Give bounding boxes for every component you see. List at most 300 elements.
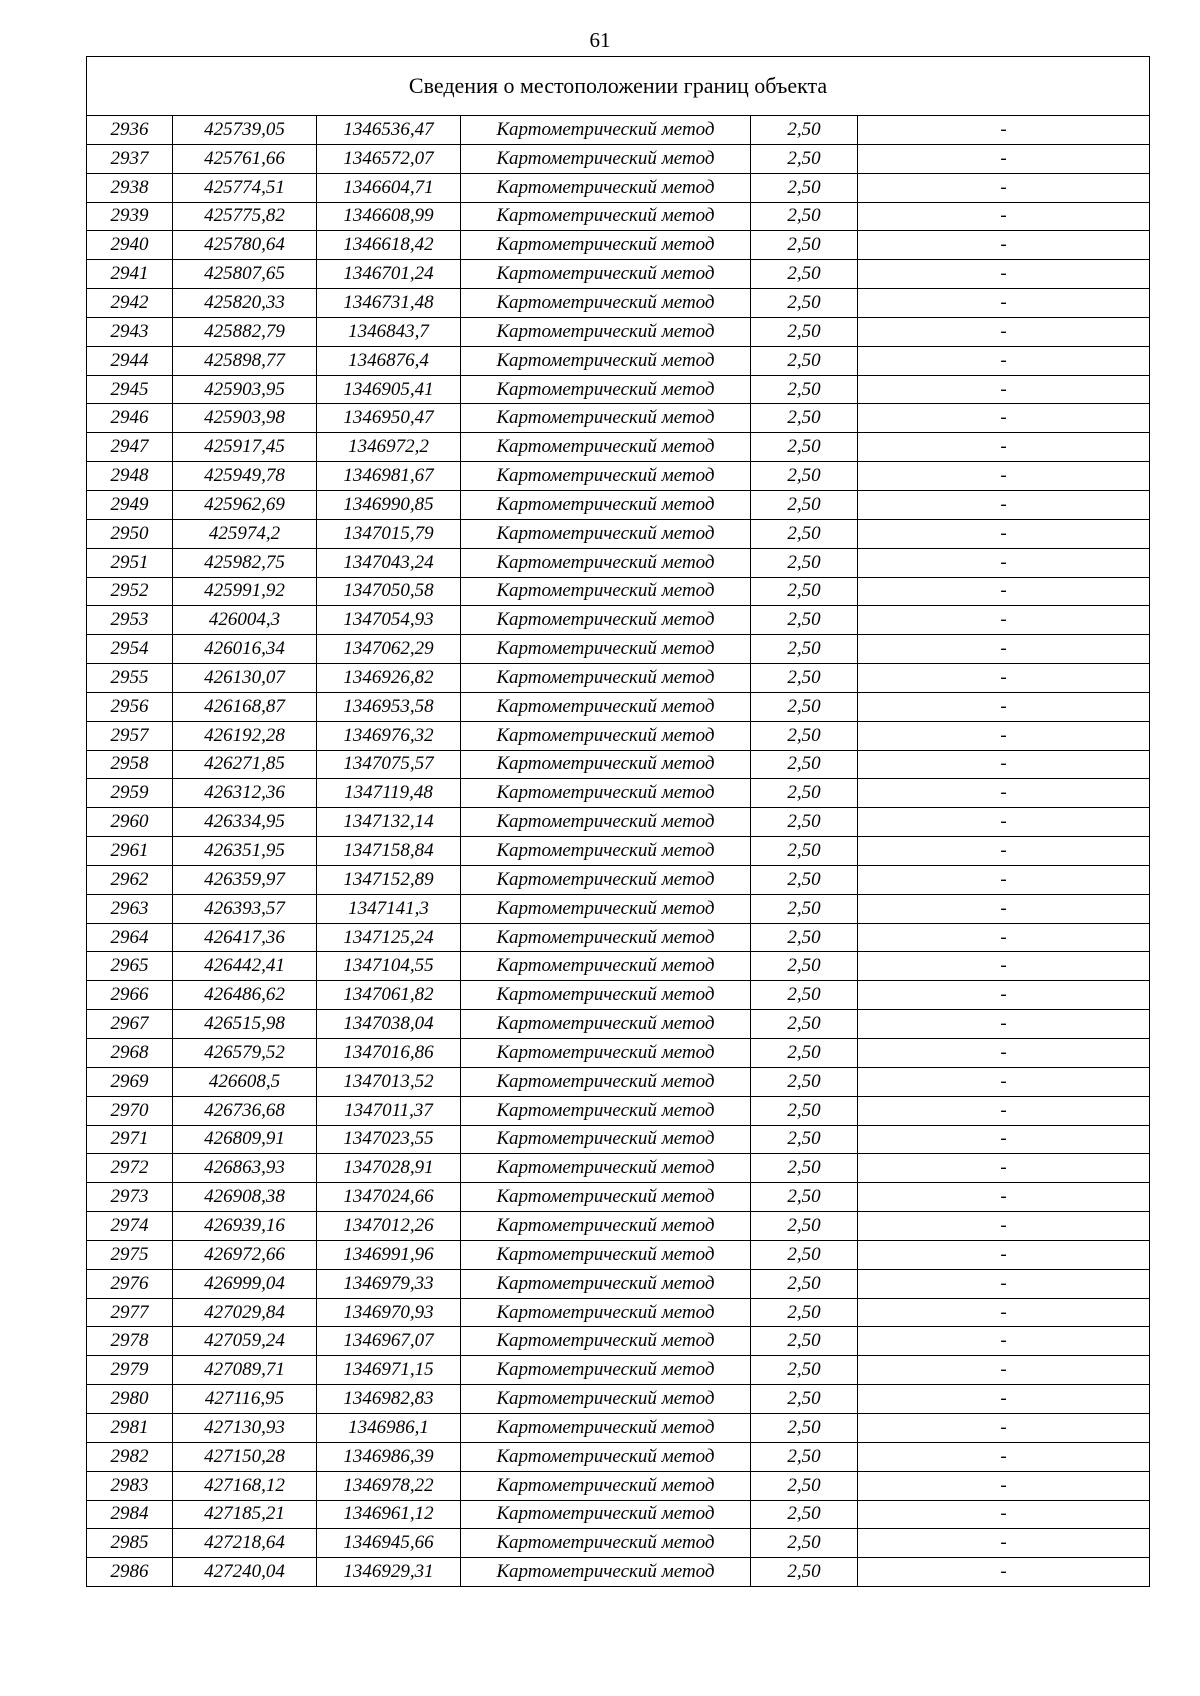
point-number-cell: 2947 <box>87 433 173 462</box>
point-number-cell: 2978 <box>87 1327 173 1356</box>
y-coordinate-cell: 1347125,24 <box>317 923 461 952</box>
accuracy-cell: 2,50 <box>751 1269 858 1298</box>
point-number-cell: 2965 <box>87 952 173 981</box>
y-coordinate-cell: 1346967,07 <box>317 1327 461 1356</box>
x-coordinate-cell: 425903,98 <box>173 404 317 433</box>
point-number-cell: 2950 <box>87 519 173 548</box>
point-number-cell: 2975 <box>87 1240 173 1269</box>
y-coordinate-cell: 1346982,83 <box>317 1385 461 1414</box>
y-coordinate-cell: 1346961,12 <box>317 1500 461 1529</box>
table-row <box>87 202 1150 231</box>
accuracy-cell: 2,50 <box>751 606 858 635</box>
table-row <box>87 519 1150 548</box>
point-number-cell: 2979 <box>87 1356 173 1385</box>
method-cell: Картометрический метод <box>461 346 751 375</box>
table-row <box>87 404 1150 433</box>
method-cell: Картометрический метод <box>461 462 751 491</box>
table-row <box>87 865 1150 894</box>
point-number-cell: 2962 <box>87 865 173 894</box>
y-coordinate-cell: 1346929,31 <box>317 1558 461 1587</box>
table-row <box>87 577 1150 606</box>
method-cell: Картометрический метод <box>461 1442 751 1471</box>
description-cell: - <box>858 1010 1150 1039</box>
point-number-cell: 2973 <box>87 1183 173 1212</box>
description-cell: - <box>858 721 1150 750</box>
point-number-cell: 2963 <box>87 894 173 923</box>
y-coordinate-cell: 1347013,52 <box>317 1067 461 1096</box>
point-number-cell: 2939 <box>87 202 173 231</box>
point-number-cell: 2971 <box>87 1125 173 1154</box>
accuracy-cell: 2,50 <box>751 1125 858 1154</box>
accuracy-cell: 2,50 <box>751 1183 858 1212</box>
description-cell: - <box>858 952 1150 981</box>
method-cell: Картометрический метод <box>461 433 751 462</box>
method-cell: Картометрический метод <box>461 1240 751 1269</box>
accuracy-cell: 2,50 <box>751 664 858 693</box>
y-coordinate-cell: 1346991,96 <box>317 1240 461 1269</box>
y-coordinate-cell: 1347011,37 <box>317 1096 461 1125</box>
accuracy-cell: 2,50 <box>751 1442 858 1471</box>
accuracy-cell: 2,50 <box>751 1327 858 1356</box>
y-coordinate-cell: 1346905,41 <box>317 375 461 404</box>
table-row <box>87 750 1150 779</box>
boundary-coordinates-table <box>86 56 1150 1587</box>
y-coordinate-cell: 1346731,48 <box>317 289 461 318</box>
table-row <box>87 490 1150 519</box>
method-cell: Картометрический метод <box>461 548 751 577</box>
x-coordinate-cell: 426016,34 <box>173 635 317 664</box>
accuracy-cell: 2,50 <box>751 1010 858 1039</box>
method-cell: Картометрический метод <box>461 865 751 894</box>
y-coordinate-cell: 1347016,86 <box>317 1039 461 1068</box>
method-cell: Картометрический метод <box>461 1125 751 1154</box>
y-coordinate-cell: 1347012,26 <box>317 1212 461 1241</box>
description-cell: - <box>858 1298 1150 1327</box>
table-row <box>87 375 1150 404</box>
x-coordinate-cell: 426579,52 <box>173 1039 317 1068</box>
x-coordinate-cell: 425807,65 <box>173 260 317 289</box>
x-coordinate-cell: 426999,04 <box>173 1269 317 1298</box>
description-cell: - <box>858 1500 1150 1529</box>
table-row <box>87 1010 1150 1039</box>
x-coordinate-cell: 426351,95 <box>173 837 317 866</box>
y-coordinate-cell: 1347158,84 <box>317 837 461 866</box>
table-row <box>87 808 1150 837</box>
y-coordinate-cell: 1346978,22 <box>317 1471 461 1500</box>
table-row <box>87 837 1150 866</box>
x-coordinate-cell: 426192,28 <box>173 721 317 750</box>
table-row <box>87 433 1150 462</box>
y-coordinate-cell: 1346572,07 <box>317 144 461 173</box>
method-cell: Картометрический метод <box>461 490 751 519</box>
accuracy-cell: 2,50 <box>751 750 858 779</box>
description-cell: - <box>858 837 1150 866</box>
x-coordinate-cell: 426271,85 <box>173 750 317 779</box>
y-coordinate-cell: 1347061,82 <box>317 981 461 1010</box>
x-coordinate-cell: 425775,82 <box>173 202 317 231</box>
y-coordinate-cell: 1347054,93 <box>317 606 461 635</box>
table-body <box>87 116 1150 1587</box>
point-number-cell: 2946 <box>87 404 173 433</box>
point-number-cell: 2936 <box>87 116 173 145</box>
description-cell: - <box>858 1529 1150 1558</box>
x-coordinate-cell: 427185,21 <box>173 1500 317 1529</box>
table-row <box>87 779 1150 808</box>
table-row <box>87 1413 1150 1442</box>
x-coordinate-cell: 425820,33 <box>173 289 317 318</box>
x-coordinate-cell: 426004,3 <box>173 606 317 635</box>
point-number-cell: 2980 <box>87 1385 173 1414</box>
table-row <box>87 116 1150 145</box>
method-cell: Картометрический метод <box>461 317 751 346</box>
method-cell: Картометрический метод <box>461 289 751 318</box>
x-coordinate-cell: 427240,04 <box>173 1558 317 1587</box>
table-row <box>87 1039 1150 1068</box>
method-cell: Картометрический метод <box>461 202 751 231</box>
description-cell: - <box>858 462 1150 491</box>
x-coordinate-cell: 426393,57 <box>173 894 317 923</box>
table-row <box>87 1154 1150 1183</box>
y-coordinate-cell: 1347132,14 <box>317 808 461 837</box>
point-number-cell: 2964 <box>87 923 173 952</box>
point-number-cell: 2949 <box>87 490 173 519</box>
table-title-row <box>87 57 1150 116</box>
method-cell: Картометрический метод <box>461 1154 751 1183</box>
accuracy-cell: 2,50 <box>751 144 858 173</box>
description-cell: - <box>858 865 1150 894</box>
description-cell: - <box>858 433 1150 462</box>
accuracy-cell: 2,50 <box>751 837 858 866</box>
description-cell: - <box>858 144 1150 173</box>
y-coordinate-cell: 1347062,29 <box>317 635 461 664</box>
accuracy-cell: 2,50 <box>751 721 858 750</box>
accuracy-cell: 2,50 <box>751 231 858 260</box>
table-row <box>87 1269 1150 1298</box>
method-cell: Картометрический метод <box>461 577 751 606</box>
method-cell: Картометрический метод <box>461 606 751 635</box>
point-number-cell: 2976 <box>87 1269 173 1298</box>
point-number-cell: 2940 <box>87 231 173 260</box>
table-title: Сведения о местоположении границ объекта <box>87 57 1150 116</box>
table-row <box>87 1212 1150 1241</box>
point-number-cell: 2954 <box>87 635 173 664</box>
accuracy-cell: 2,50 <box>751 375 858 404</box>
accuracy-cell: 2,50 <box>751 952 858 981</box>
y-coordinate-cell: 1346972,2 <box>317 433 461 462</box>
x-coordinate-cell: 425739,05 <box>173 116 317 145</box>
method-cell: Картометрический метод <box>461 1269 751 1298</box>
x-coordinate-cell: 427089,71 <box>173 1356 317 1385</box>
y-coordinate-cell: 1347050,58 <box>317 577 461 606</box>
description-cell: - <box>858 375 1150 404</box>
table-row <box>87 1471 1150 1500</box>
table-row <box>87 462 1150 491</box>
table-row <box>87 1529 1150 1558</box>
point-number-cell: 2959 <box>87 779 173 808</box>
accuracy-cell: 2,50 <box>751 1500 858 1529</box>
y-coordinate-cell: 1347141,3 <box>317 894 461 923</box>
description-cell: - <box>858 173 1150 202</box>
y-coordinate-cell: 1346618,42 <box>317 231 461 260</box>
point-number-cell: 2968 <box>87 1039 173 1068</box>
x-coordinate-cell: 425780,64 <box>173 231 317 260</box>
table-row <box>87 1240 1150 1269</box>
description-cell: - <box>858 1183 1150 1212</box>
method-cell: Картометрический метод <box>461 692 751 721</box>
accuracy-cell: 2,50 <box>751 1067 858 1096</box>
table-row <box>87 260 1150 289</box>
table-row <box>87 1327 1150 1356</box>
table-row <box>87 173 1150 202</box>
method-cell: Картометрический метод <box>461 837 751 866</box>
accuracy-cell: 2,50 <box>751 577 858 606</box>
accuracy-cell: 2,50 <box>751 548 858 577</box>
y-coordinate-cell: 1346945,66 <box>317 1529 461 1558</box>
description-cell: - <box>858 606 1150 635</box>
description-cell: - <box>858 202 1150 231</box>
method-cell: Картометрический метод <box>461 894 751 923</box>
y-coordinate-cell: 1347119,48 <box>317 779 461 808</box>
x-coordinate-cell: 427029,84 <box>173 1298 317 1327</box>
boundary-table-container <box>86 56 1149 1587</box>
method-cell: Картометрический метод <box>461 144 751 173</box>
accuracy-cell: 2,50 <box>751 202 858 231</box>
accuracy-cell: 2,50 <box>751 260 858 289</box>
table-row <box>87 317 1150 346</box>
description-cell: - <box>858 1067 1150 1096</box>
accuracy-cell: 2,50 <box>751 1385 858 1414</box>
description-cell: - <box>858 1558 1150 1587</box>
accuracy-cell: 2,50 <box>751 779 858 808</box>
x-coordinate-cell: 426334,95 <box>173 808 317 837</box>
description-cell: - <box>858 1212 1150 1241</box>
method-cell: Картометрический метод <box>461 808 751 837</box>
y-coordinate-cell: 1346701,24 <box>317 260 461 289</box>
point-number-cell: 2974 <box>87 1212 173 1241</box>
page-number: 61 <box>589 28 611 52</box>
y-coordinate-cell: 1346843,7 <box>317 317 461 346</box>
accuracy-cell: 2,50 <box>751 289 858 318</box>
accuracy-cell: 2,50 <box>751 1154 858 1183</box>
point-number-cell: 2951 <box>87 548 173 577</box>
point-number-cell: 2960 <box>87 808 173 837</box>
x-coordinate-cell: 427130,93 <box>173 1413 317 1442</box>
accuracy-cell: 2,50 <box>751 1356 858 1385</box>
method-cell: Картометрический метод <box>461 923 751 952</box>
accuracy-cell: 2,50 <box>751 1413 858 1442</box>
description-cell: - <box>858 635 1150 664</box>
method-cell: Картометрический метод <box>461 779 751 808</box>
accuracy-cell: 2,50 <box>751 433 858 462</box>
y-coordinate-cell: 1346608,99 <box>317 202 461 231</box>
method-cell: Картометрический метод <box>461 1471 751 1500</box>
table-row <box>87 1298 1150 1327</box>
table-row <box>87 1356 1150 1385</box>
description-cell: - <box>858 317 1150 346</box>
method-cell: Картометрический метод <box>461 1039 751 1068</box>
description-cell: - <box>858 1356 1150 1385</box>
y-coordinate-cell: 1346971,15 <box>317 1356 461 1385</box>
accuracy-cell: 2,50 <box>751 635 858 664</box>
y-coordinate-cell: 1346981,67 <box>317 462 461 491</box>
point-number-cell: 2967 <box>87 1010 173 1039</box>
x-coordinate-cell: 425761,66 <box>173 144 317 173</box>
point-number-cell: 2969 <box>87 1067 173 1096</box>
y-coordinate-cell: 1346970,93 <box>317 1298 461 1327</box>
description-cell: - <box>858 1039 1150 1068</box>
y-coordinate-cell: 1346950,47 <box>317 404 461 433</box>
x-coordinate-cell: 426486,62 <box>173 981 317 1010</box>
method-cell: Картометрический метод <box>461 750 751 779</box>
x-coordinate-cell: 425991,92 <box>173 577 317 606</box>
description-cell: - <box>858 1240 1150 1269</box>
table-row <box>87 664 1150 693</box>
table-row <box>87 144 1150 173</box>
description-cell: - <box>858 519 1150 548</box>
y-coordinate-cell: 1347015,79 <box>317 519 461 548</box>
accuracy-cell: 2,50 <box>751 1212 858 1241</box>
point-number-cell: 2985 <box>87 1529 173 1558</box>
description-cell: - <box>858 1413 1150 1442</box>
x-coordinate-cell: 426442,41 <box>173 952 317 981</box>
x-coordinate-cell: 425774,51 <box>173 173 317 202</box>
y-coordinate-cell: 1346604,71 <box>317 173 461 202</box>
table-row <box>87 981 1150 1010</box>
y-coordinate-cell: 1347152,89 <box>317 865 461 894</box>
table-row <box>87 606 1150 635</box>
description-cell: - <box>858 808 1150 837</box>
x-coordinate-cell: 427116,95 <box>173 1385 317 1414</box>
table-row <box>87 1558 1150 1587</box>
description-cell: - <box>858 577 1150 606</box>
method-cell: Картометрический метод <box>461 721 751 750</box>
x-coordinate-cell: 426809,91 <box>173 1125 317 1154</box>
method-cell: Картометрический метод <box>461 635 751 664</box>
description-cell: - <box>858 923 1150 952</box>
point-number-cell: 2953 <box>87 606 173 635</box>
method-cell: Картометрический метод <box>461 1010 751 1039</box>
y-coordinate-cell: 1346953,58 <box>317 692 461 721</box>
accuracy-cell: 2,50 <box>751 1039 858 1068</box>
accuracy-cell: 2,50 <box>751 865 858 894</box>
y-coordinate-cell: 1347023,55 <box>317 1125 461 1154</box>
method-cell: Картометрический метод <box>461 1413 751 1442</box>
method-cell: Картометрический метод <box>461 1558 751 1587</box>
point-number-cell: 2972 <box>87 1154 173 1183</box>
x-coordinate-cell: 425949,78 <box>173 462 317 491</box>
description-cell: - <box>858 1096 1150 1125</box>
point-number-cell: 2938 <box>87 173 173 202</box>
description-cell: - <box>858 260 1150 289</box>
accuracy-cell: 2,50 <box>751 404 858 433</box>
x-coordinate-cell: 427218,64 <box>173 1529 317 1558</box>
method-cell: Картометрический метод <box>461 116 751 145</box>
description-cell: - <box>858 548 1150 577</box>
x-coordinate-cell: 425882,79 <box>173 317 317 346</box>
x-coordinate-cell: 426908,38 <box>173 1183 317 1212</box>
method-cell: Картометрический метод <box>461 1356 751 1385</box>
x-coordinate-cell: 426736,68 <box>173 1096 317 1125</box>
description-cell: - <box>858 750 1150 779</box>
description-cell: - <box>858 404 1150 433</box>
y-coordinate-cell: 1347104,55 <box>317 952 461 981</box>
accuracy-cell: 2,50 <box>751 116 858 145</box>
point-number-cell: 2958 <box>87 750 173 779</box>
accuracy-cell: 2,50 <box>751 808 858 837</box>
table-row <box>87 231 1150 260</box>
method-cell: Картометрический метод <box>461 1385 751 1414</box>
x-coordinate-cell: 426863,93 <box>173 1154 317 1183</box>
method-cell: Картометрический метод <box>461 375 751 404</box>
table-row <box>87 548 1150 577</box>
point-number-cell: 2957 <box>87 721 173 750</box>
y-coordinate-cell: 1347038,04 <box>317 1010 461 1039</box>
x-coordinate-cell: 426515,98 <box>173 1010 317 1039</box>
y-coordinate-cell: 1346990,85 <box>317 490 461 519</box>
x-coordinate-cell: 426417,36 <box>173 923 317 952</box>
x-coordinate-cell: 426359,97 <box>173 865 317 894</box>
method-cell: Картометрический метод <box>461 1500 751 1529</box>
method-cell: Картометрический метод <box>461 981 751 1010</box>
method-cell: Картометрический метод <box>461 1327 751 1356</box>
description-cell: - <box>858 289 1150 318</box>
x-coordinate-cell: 427168,12 <box>173 1471 317 1500</box>
accuracy-cell: 2,50 <box>751 1558 858 1587</box>
table-row <box>87 692 1150 721</box>
description-cell: - <box>858 692 1150 721</box>
y-coordinate-cell: 1347028,91 <box>317 1154 461 1183</box>
table-row <box>87 923 1150 952</box>
x-coordinate-cell: 427150,28 <box>173 1442 317 1471</box>
method-cell: Картометрический метод <box>461 519 751 548</box>
point-number-cell: 2981 <box>87 1413 173 1442</box>
accuracy-cell: 2,50 <box>751 1471 858 1500</box>
description-cell: - <box>858 490 1150 519</box>
method-cell: Картометрический метод <box>461 260 751 289</box>
description-cell: - <box>858 1327 1150 1356</box>
description-cell: - <box>858 779 1150 808</box>
description-cell: - <box>858 1471 1150 1500</box>
table-row <box>87 635 1150 664</box>
point-number-cell: 2956 <box>87 692 173 721</box>
table-row <box>87 1442 1150 1471</box>
description-cell: - <box>858 1385 1150 1414</box>
y-coordinate-cell: 1346536,47 <box>317 116 461 145</box>
point-number-cell: 2966 <box>87 981 173 1010</box>
point-number-cell: 2943 <box>87 317 173 346</box>
y-coordinate-cell: 1347075,57 <box>317 750 461 779</box>
method-cell: Картометрический метод <box>461 1529 751 1558</box>
point-number-cell: 2977 <box>87 1298 173 1327</box>
table-row <box>87 1183 1150 1212</box>
table-row <box>87 952 1150 981</box>
method-cell: Картометрический метод <box>461 173 751 202</box>
method-cell: Картометрический метод <box>461 1298 751 1327</box>
point-number-cell: 2941 <box>87 260 173 289</box>
accuracy-cell: 2,50 <box>751 1298 858 1327</box>
description-cell: - <box>858 981 1150 1010</box>
description-cell: - <box>858 231 1150 260</box>
accuracy-cell: 2,50 <box>751 317 858 346</box>
y-coordinate-cell: 1346986,1 <box>317 1413 461 1442</box>
point-number-cell: 2948 <box>87 462 173 491</box>
x-coordinate-cell: 426939,16 <box>173 1212 317 1241</box>
accuracy-cell: 2,50 <box>751 894 858 923</box>
table-row <box>87 346 1150 375</box>
description-cell: - <box>858 894 1150 923</box>
method-cell: Картометрический метод <box>461 1096 751 1125</box>
description-cell: - <box>858 664 1150 693</box>
